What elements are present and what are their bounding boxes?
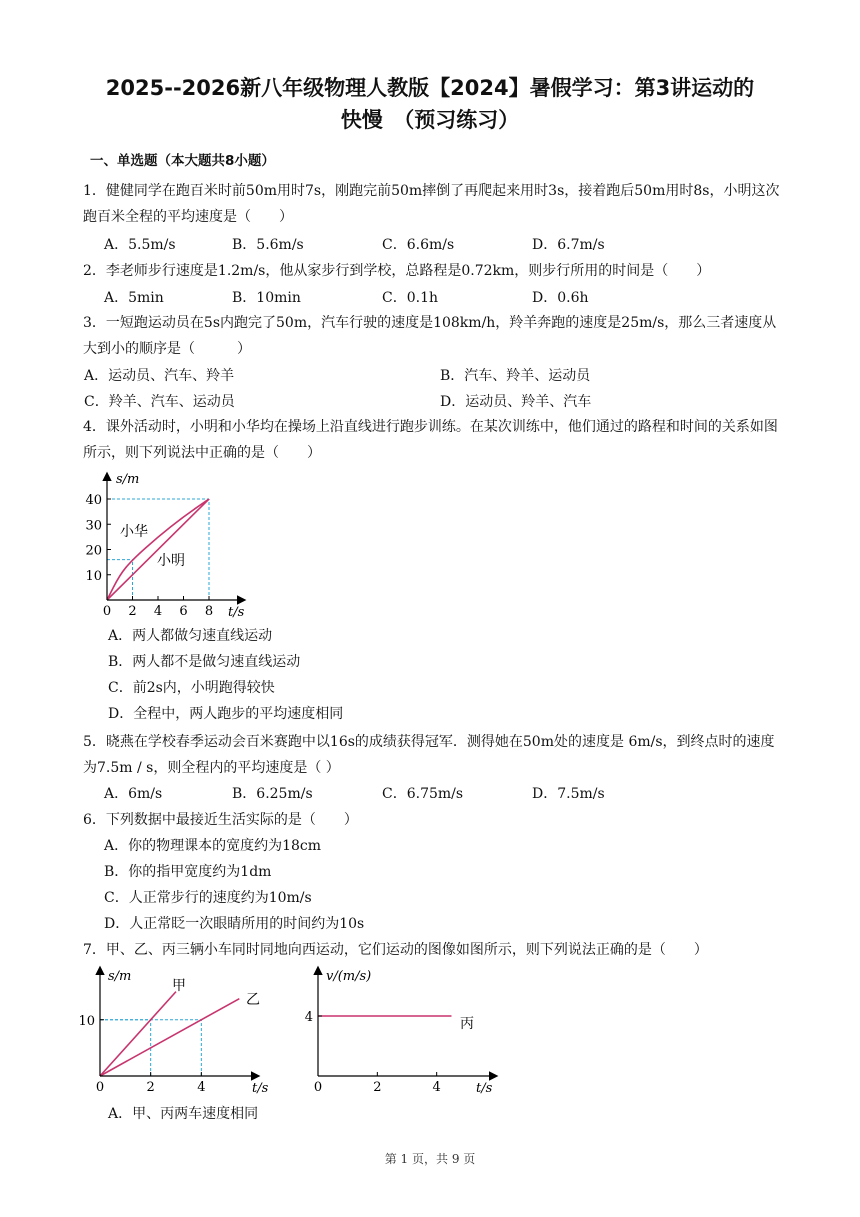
q3-option-d[interactable]: D．运动员、羚羊、汽车 (440, 394, 592, 410)
title-line-2: 快慢 （预习练习） (340, 108, 520, 132)
q7-vt-x-axis-label: t/s (476, 1081, 493, 1096)
q2-option-b[interactable]: B．10min (232, 290, 301, 306)
q1-option-b[interactable]: B．5.6m/s (232, 237, 304, 253)
question-4-stem: 4．课外活动时，小明和小华均在操场上沿直线进行跑步训练。在某次训练中，他们通过的路程和时间的关系如图所示，则下列说法中正确的是（ ） (83, 419, 778, 461)
page-title (60, 72, 800, 136)
q5-option-b[interactable]: B．6.25m/s (232, 786, 313, 802)
q7-st-x-tick-label: 0 (95, 1080, 105, 1095)
section-heading: 一、单选题（本大题共8小题） (90, 153, 275, 169)
q7-vt-y-tick-label: 4 (304, 1010, 313, 1025)
page-footer: 第 1 页，共 9 页 (384, 1152, 476, 1166)
q4-y-tick-label: 20 (85, 543, 102, 559)
q4-x-tick-label: 4 (153, 604, 163, 619)
q4-option-d[interactable]: D．全程中，两人跑步的平均速度相同 (108, 706, 344, 722)
q7-st-series-line-0 (100, 992, 176, 1076)
q7-vt-x-tick-label: 0 (313, 1080, 323, 1095)
q7-st-y-tick-label: 10 (78, 1013, 95, 1029)
q7-st-y-axis-label: s/m (108, 969, 132, 984)
q1-option-a[interactable]: A．5.5m/s (104, 237, 176, 253)
q4-y-tick-label: 30 (85, 518, 102, 534)
q7-vt-x-tick-label: 4 (432, 1080, 441, 1095)
q7-series-label-jia: 甲 (172, 978, 186, 994)
q7-st-series-line-1 (100, 999, 239, 1076)
q4-series-line-1 (107, 499, 209, 600)
question-1-stem: 1．健健同学在跑百米时前50m用时7s，刚跑完前50m摔倒了再爬起来用时3s，接着跑后50m用时8s，小明这次跑百米全程的平均速度是（ ） (83, 183, 780, 225)
question-6-stem: 6．下列数据中最接近生活实际的是（ ） (83, 812, 358, 828)
q3-option-c[interactable]: C．羚羊、汽车、运动员 (84, 394, 235, 410)
q4-x-tick-label: 2 (128, 604, 137, 619)
q5-option-c[interactable]: C．6.75m/s (382, 786, 464, 802)
question-7-stem: 7．甲、乙、丙三辆小车同时同地向西运动，它们运动的图像如图所示，则下列说法正确的是（ ） (83, 942, 708, 958)
q6-option-b[interactable]: B．你的指甲宽度约为1dm (104, 864, 272, 880)
q2-option-a[interactable]: A．5min (104, 290, 164, 306)
q6-option-d[interactable]: D．人正常眨一次眼睛所用的时间约为10s (104, 916, 365, 932)
q7-series-label-bing: 丙 (460, 1016, 474, 1032)
q7-st-x-tick-label: 4 (197, 1080, 206, 1095)
q4-series-label-xiaohua: 小华 (120, 524, 148, 540)
q4-x-axis-label: t/s (228, 605, 245, 620)
q2-option-c[interactable]: C．0.1h (382, 290, 438, 306)
q7-series-label-yi: 乙 (246, 992, 260, 1008)
title-line-1: 2025--2026新八年级物理人教版【2024】暑假学习：第3讲运动的 (105, 76, 755, 100)
q7-velocity-time-chart (296, 966, 506, 1096)
q2-option-d[interactable]: D．0.6h (532, 290, 589, 306)
q3-option-b[interactable]: B．汽车、羚羊、运动员 (440, 368, 591, 384)
q7-st-x-tick-label: 2 (146, 1080, 155, 1095)
q4-x-tick-label: 0 (102, 604, 112, 619)
q4-series-label-xiaoming: 小明 (157, 553, 185, 569)
q4-option-c[interactable]: C．前2s内，小明跑得较快 (108, 680, 275, 696)
question-2-stem: 2．李老师步行速度是1.2m/s，他从家步行到学校，总路程是0.72km，则步行所用的时间是（ ） (83, 263, 711, 279)
q4-y-tick-label: 10 (85, 568, 102, 584)
q4-y-axis-label: s/m (116, 472, 140, 487)
q4-x-tick-label: 6 (179, 604, 188, 619)
q3-option-a[interactable]: A．运动员、汽车、羚羊 (84, 368, 235, 384)
question-3-stem: 3．一短跑运动员在5s内跑完了50m，汽车行驶的速度是108km/h，羚羊奔跑的速度是25m/s，那么三者速度从大到小的顺序是（ ） (83, 315, 777, 357)
q7-vt-y-axis-label: v/(m/s) (326, 969, 372, 984)
q4-option-b[interactable]: B．两人都不是做匀速直线运动 (108, 654, 301, 670)
q1-option-c[interactable]: C．6.6m/s (382, 237, 455, 253)
q7-vt-x-tick-label: 2 (373, 1080, 382, 1095)
q7-st-x-axis-label: t/s (252, 1081, 269, 1096)
q5-option-d[interactable]: D．7.5m/s (532, 786, 605, 802)
q5-option-a[interactable]: A．6m/s (104, 786, 163, 802)
question-5-stem: 5．晓燕在学校春季运动会百米赛跑中以16s的成绩获得冠军．测得她在50m处的速度是 6m/s，到终点时的速度为7.5m / s，则全程内的平均速度是（ ） (83, 734, 775, 776)
q1-option-d[interactable]: D．6.7m/s (532, 237, 605, 253)
q7-option-a[interactable]: A．甲、丙两车速度相同 (108, 1106, 259, 1122)
q4-y-tick-label: 40 (85, 493, 102, 508)
q7-distance-time-chart (76, 966, 269, 1096)
q4-option-a[interactable]: A．两人都做匀速直线运动 (108, 628, 273, 644)
q6-option-c[interactable]: C．人正常步行的速度约为10m/s (104, 890, 312, 906)
q6-option-a[interactable]: A．你的物理课本的宽度约为18cm (104, 838, 322, 854)
q4-distance-time-chart (82, 468, 272, 618)
q4-x-tick-label: 8 (204, 604, 214, 619)
